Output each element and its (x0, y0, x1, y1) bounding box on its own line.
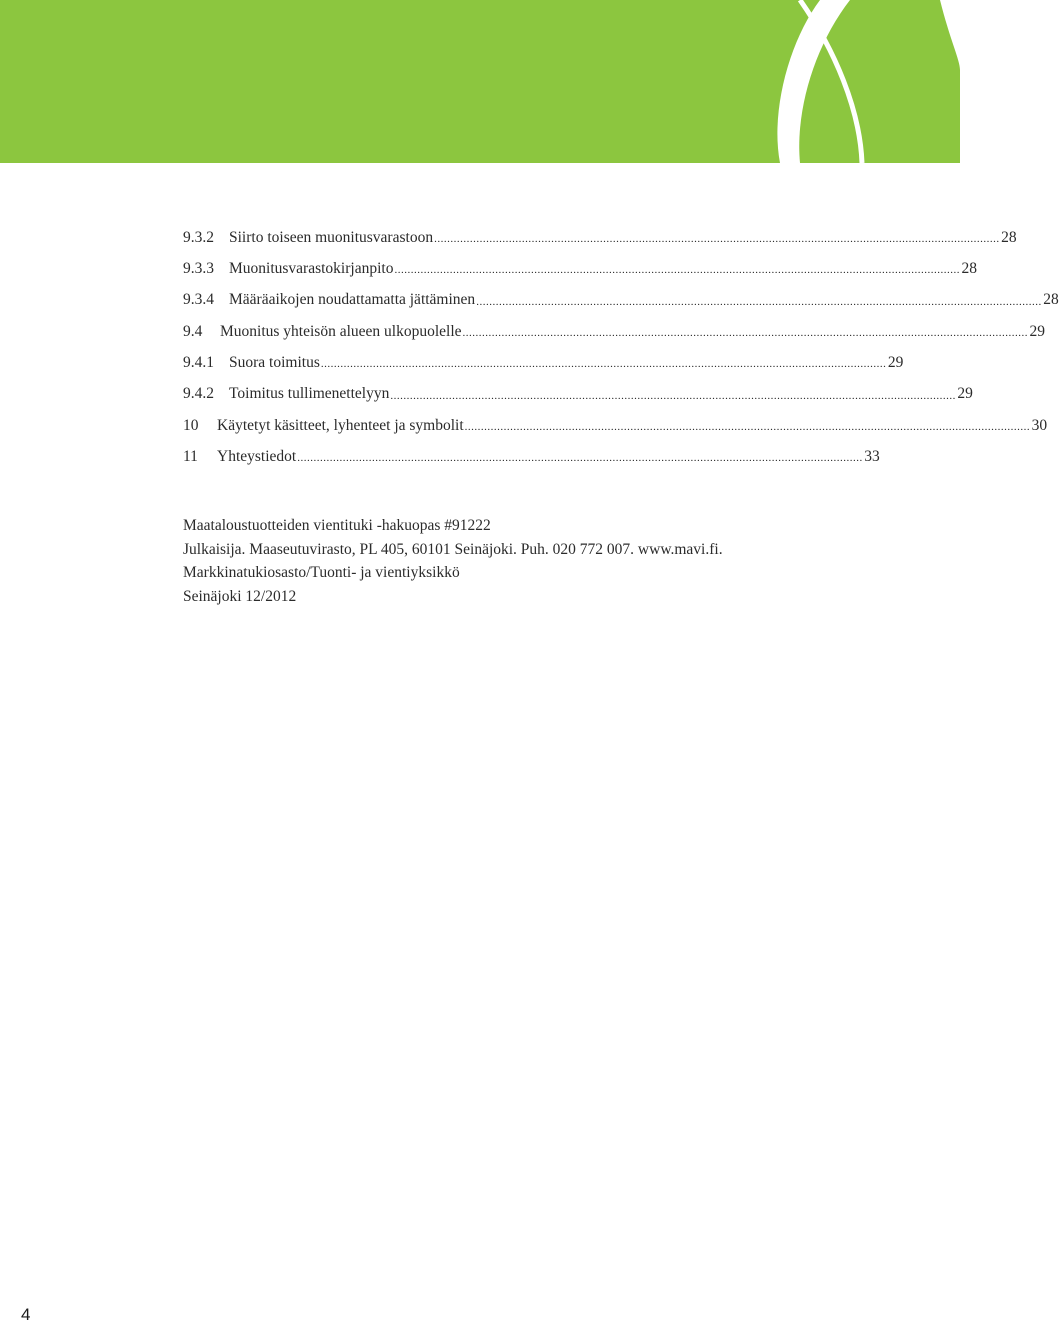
toc-entry-page: 29 (887, 354, 904, 372)
toc-entry-title: Muonitusvarastokirjanpito (229, 260, 394, 278)
toc-entry-number: 9.3.2 (183, 228, 214, 246)
toc-entry-title: Käytetyt käsitteet, lyhenteet ja symbolit (217, 416, 464, 434)
toc-entry-page: 29 (1029, 322, 1046, 340)
toc-entry-page: 30 (1031, 416, 1048, 434)
leaf-logo-graphic (0, 0, 960, 163)
header-band (0, 0, 960, 163)
publisher-info: Julkaisija. Maaseutuvirasto, PL 405, 60101 Seinäjoki. Puh. 020 772 007. www.mavi.fi. (183, 540, 723, 558)
toc-leader-dots: .............................................................................................................................................................................. (464, 420, 1031, 433)
toc-entry[interactable] (183, 316, 1046, 347)
toc-entry-title: Muonitus yhteisön alueen ulkopuolelle (220, 322, 462, 340)
toc-leader-dots: .............................................................................................................................................................................. (462, 327, 1029, 340)
toc-entry-number: 9.4.1 (183, 354, 214, 372)
toc-leader-dots: .............................................................................................................................................................................. (434, 233, 1000, 246)
toc-entry-title: Siirto toiseen muonitusvarastoon (229, 228, 434, 246)
page-number: 4 (21, 1305, 31, 1324)
toc-entry-title: Määräaikojen noudattamatta jättäminen (229, 291, 476, 309)
toc-entry[interactable] (183, 253, 977, 284)
department-info: Markkinatukiosasto/Tuonti- ja vientiyksikkö (183, 564, 460, 582)
toc-entry[interactable] (183, 222, 1017, 253)
toc-leader-dots: .............................................................................................................................................................................. (297, 452, 863, 465)
publication-date: Seinäjoki 12/2012 (183, 587, 297, 605)
table-of-contents (183, 222, 1059, 472)
toc-entry[interactable] (183, 347, 904, 378)
toc-entry-page: 28 (961, 260, 977, 278)
toc-entry-title: Suora toimitus (229, 354, 320, 372)
toc-entry-number: 10 (183, 416, 199, 434)
toc-leader-dots: .............................................................................................................................................................................. (394, 264, 960, 277)
toc-entry-number: 9.4.2 (183, 385, 214, 403)
toc-entry[interactable] (183, 378, 973, 409)
toc-entry-page: 28 (1001, 228, 1017, 246)
toc-entry-number: 9.3.4 (183, 291, 214, 309)
toc-leader-dots: .............................................................................................................................................................................. (476, 295, 1042, 308)
toc-entry-title: Toimitus tullimenettelyyn (229, 385, 390, 403)
toc-entry-page: 33 (864, 447, 880, 465)
toc-leader-dots: .............................................................................................................................................................................. (320, 358, 887, 371)
toc-entry-number: 9.4 (183, 322, 203, 340)
toc-entry-title: Yhteystiedot (217, 447, 297, 465)
toc-entry-number: 11 (183, 447, 198, 465)
toc-entry-page: 29 (957, 385, 973, 403)
publication-title: Maataloustuotteiden vientituki -hakuopas #91222 (183, 517, 491, 534)
toc-entry-number: 9.3.3 (183, 260, 214, 278)
colophon (183, 514, 723, 608)
toc-entry[interactable] (183, 410, 1048, 441)
toc-leader-dots: .............................................................................................................................................................................. (390, 389, 956, 402)
toc-entry[interactable] (183, 285, 1059, 316)
toc-entry-page: 28 (1043, 291, 1059, 309)
toc-entry[interactable] (183, 441, 880, 472)
